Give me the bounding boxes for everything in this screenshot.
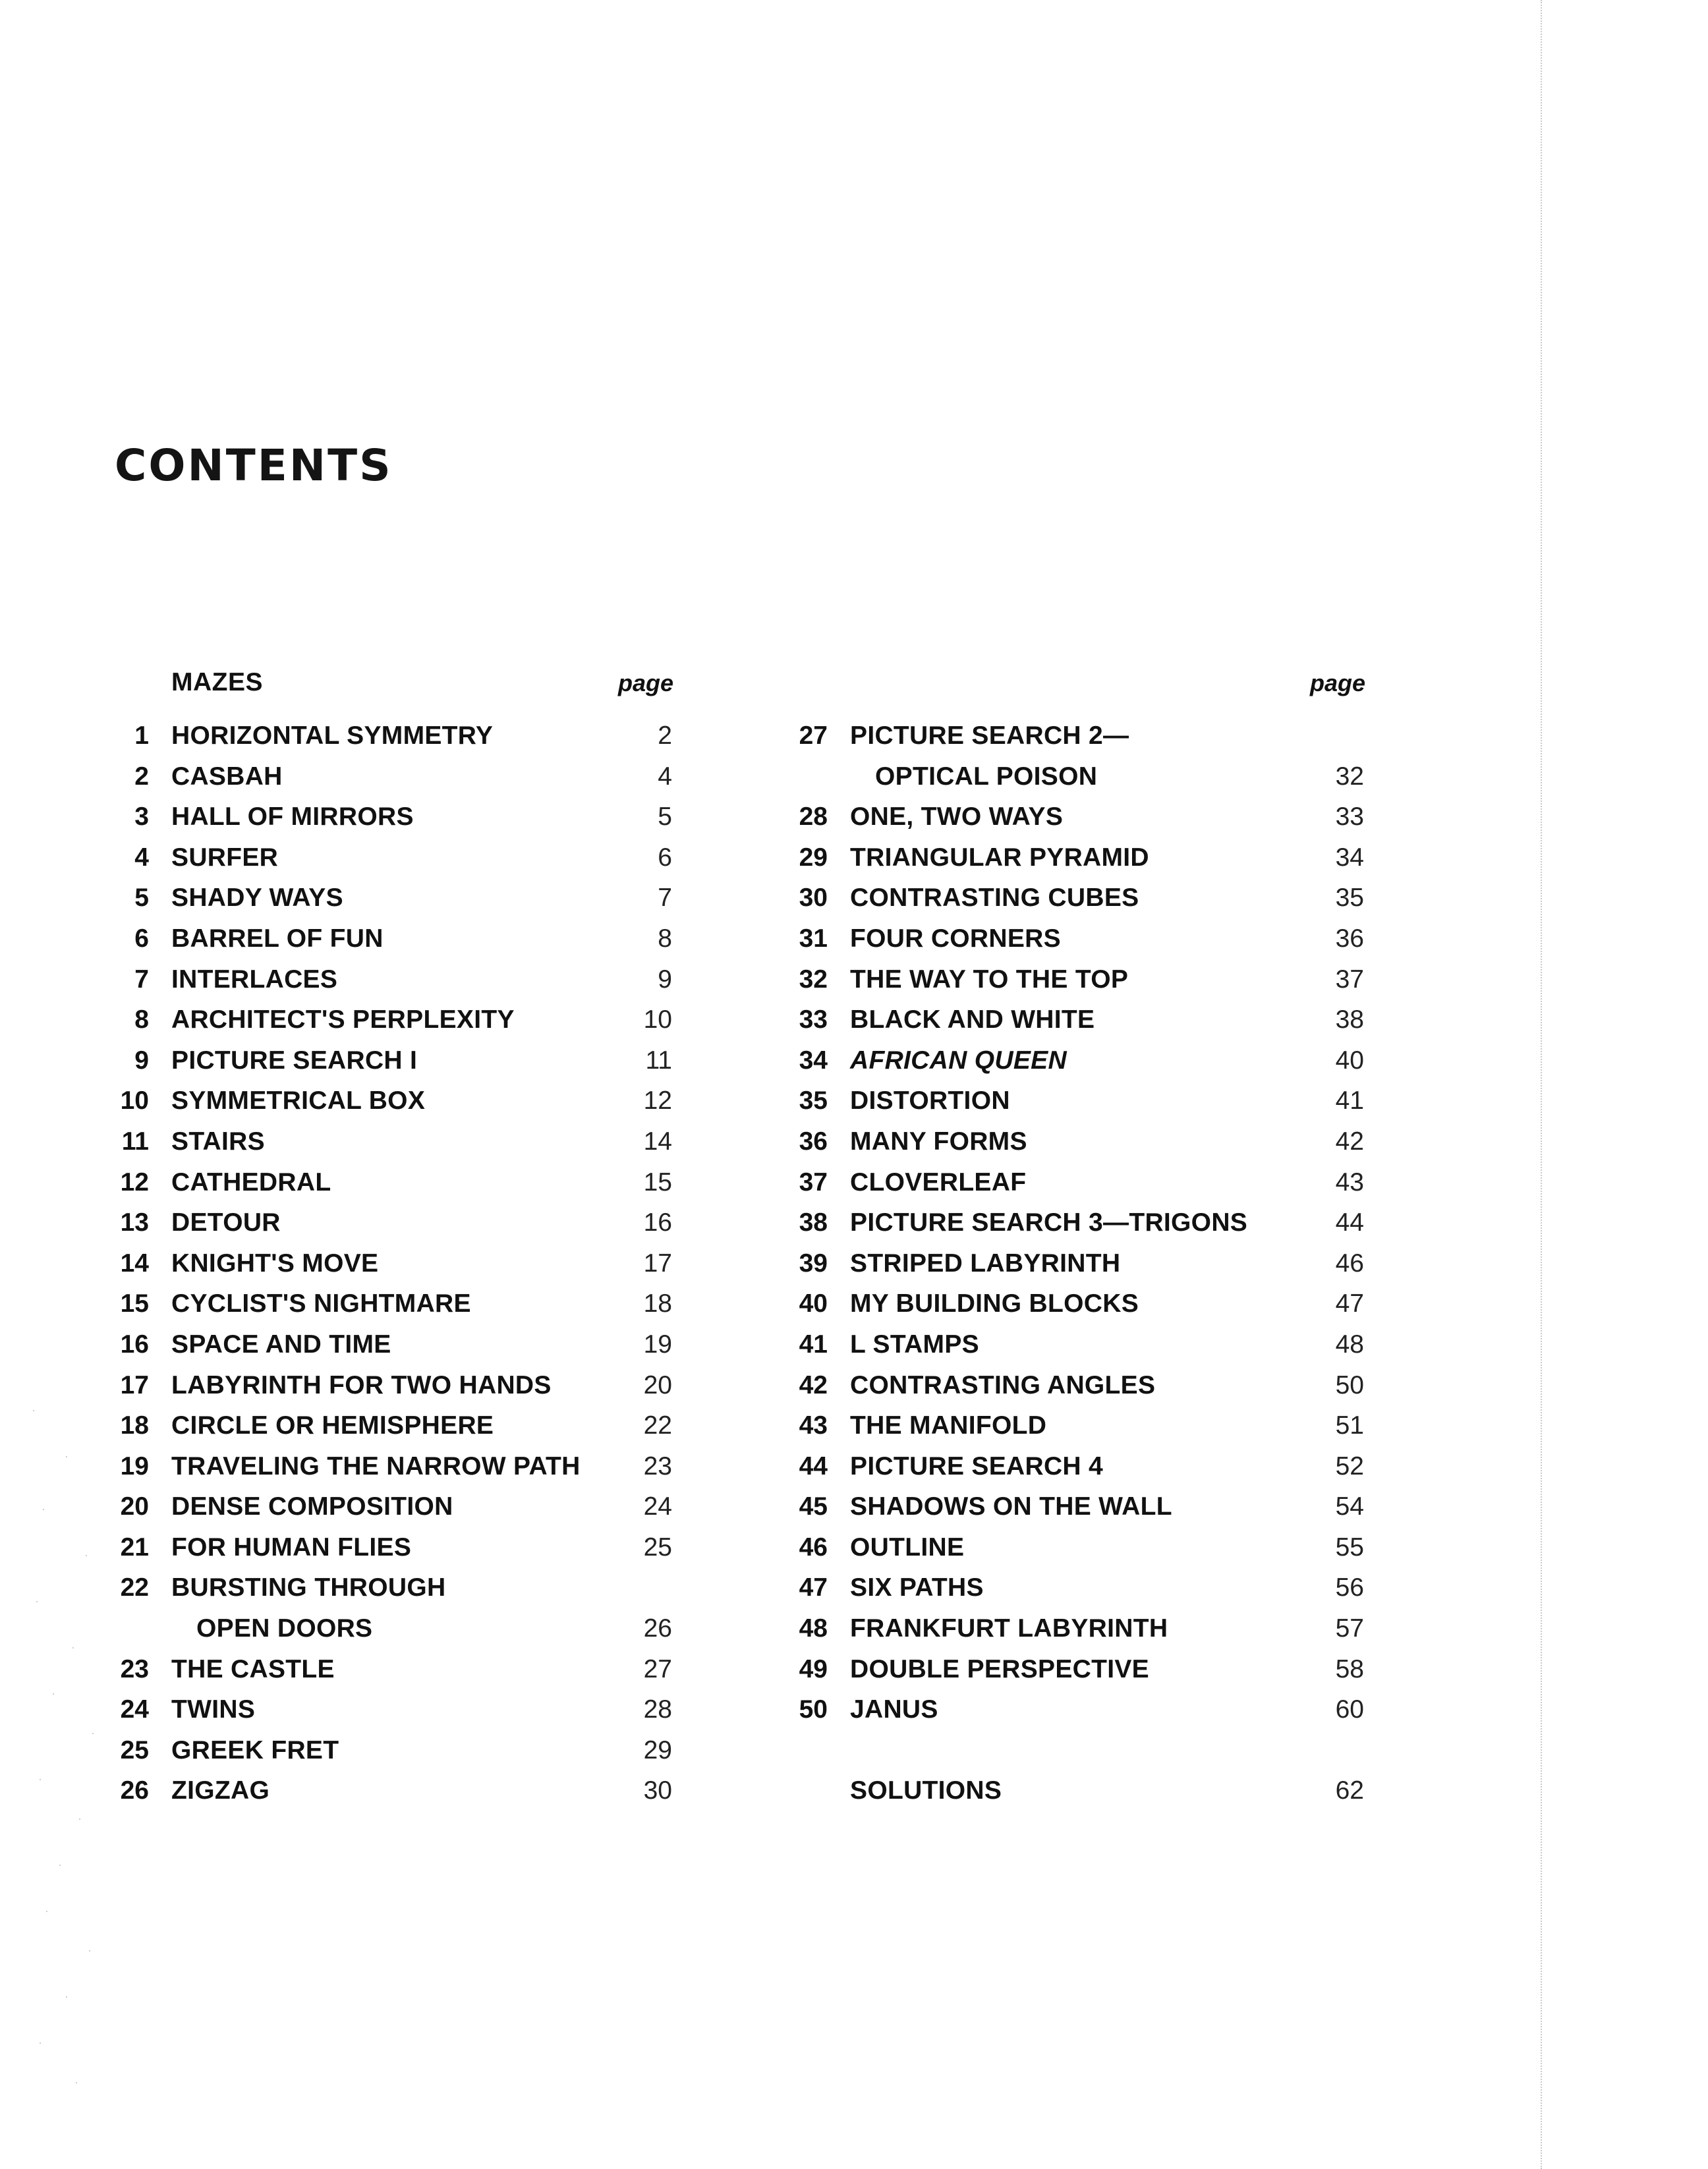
entry-number: 27 — [799, 721, 828, 750]
entry-title: CLOVERLEAF — [850, 1168, 1027, 1197]
toc-entry — [778, 959, 1371, 1000]
entry-title: SIX PATHS — [850, 1573, 984, 1602]
toc-entry — [778, 1446, 1371, 1487]
entry-page: 4 — [658, 762, 672, 791]
spacer — [778, 1730, 1371, 1771]
entry-title: JANUS — [850, 1695, 938, 1724]
toc-entry — [99, 837, 679, 878]
entry-title: TWINS — [171, 1695, 256, 1724]
entry-number: 18 — [120, 1411, 149, 1440]
entry-title: INTERLACES — [171, 965, 338, 994]
contents-column-right — [778, 662, 1371, 1811]
scan-speck — [72, 1647, 74, 1648]
entry-page: 22 — [643, 1411, 672, 1440]
entry-page: 46 — [1335, 1249, 1364, 1278]
entry-number: 3 — [134, 803, 149, 831]
scan-speck — [46, 1911, 47, 1912]
entry-title: PICTURE SEARCH 4 — [850, 1451, 1104, 1480]
toc-entry — [99, 756, 679, 797]
toc-entry — [99, 1649, 679, 1690]
column-header — [778, 662, 1371, 702]
entry-page: 30 — [643, 1776, 672, 1805]
toc-entry — [99, 1770, 679, 1811]
toc-entry-continuation — [778, 756, 1371, 797]
entry-page: 6 — [658, 843, 672, 872]
scan-speck — [59, 1865, 61, 1866]
entry-number: 13 — [120, 1208, 149, 1237]
entry-page: 18 — [643, 1289, 672, 1318]
toc-entry — [778, 837, 1371, 878]
entry-title: LABYRINTH FOR TWO HANDS — [171, 1370, 552, 1399]
entry-title: L STAMPS — [850, 1330, 979, 1359]
toc-entry — [778, 1365, 1371, 1406]
entry-title: SYMMETRICAL BOX — [171, 1086, 426, 1115]
entry-page: 57 — [1335, 1614, 1364, 1643]
entry-page: 37 — [1335, 965, 1364, 994]
entry-number: 49 — [799, 1654, 828, 1683]
entry-title: KNIGHT'S MOVE — [171, 1249, 379, 1278]
toc-entry — [778, 1405, 1371, 1446]
entry-number: 22 — [120, 1573, 149, 1602]
entry-page: 43 — [1335, 1168, 1364, 1197]
toc-entry — [778, 1243, 1371, 1284]
toc-entry — [99, 1324, 679, 1365]
entry-title: ZIGZAG — [171, 1776, 270, 1805]
entry-page: 20 — [643, 1370, 672, 1399]
entry-page: 8 — [658, 924, 672, 953]
entry-page: 17 — [643, 1249, 672, 1278]
scan-speck — [66, 1996, 67, 1998]
entry-number: 23 — [120, 1654, 149, 1683]
entry-page: 11 — [645, 1046, 672, 1075]
entry-number: 10 — [120, 1086, 149, 1115]
scan-speck — [92, 1733, 94, 1734]
entry-number: 17 — [120, 1370, 149, 1399]
entry-page: 54 — [1335, 1492, 1364, 1521]
toc-entry — [99, 1243, 679, 1284]
entry-page: 60 — [1335, 1695, 1364, 1724]
entry-number: 50 — [799, 1695, 828, 1724]
entry-page: 2 — [658, 721, 672, 750]
entry-title: SURFER — [171, 843, 279, 872]
entry-number: 16 — [120, 1330, 149, 1359]
entry-list — [778, 716, 1371, 1730]
toc-entry — [778, 1689, 1371, 1730]
entry-number: 5 — [134, 884, 149, 913]
toc-entry — [99, 716, 679, 756]
toc-entry — [778, 1121, 1371, 1162]
page-column-label: page — [617, 669, 673, 696]
scan-speck — [40, 1779, 41, 1780]
entry-number: 26 — [120, 1776, 149, 1805]
scan-specks — [26, 1384, 105, 2108]
entry-title: BARREL OF FUN — [171, 924, 384, 953]
entry-number: 34 — [799, 1046, 828, 1075]
entry-title: CYCLIST'S NIGHTMARE — [171, 1289, 471, 1318]
entry-title: HORIZONTAL SYMMETRY — [171, 721, 494, 750]
entry-number: 45 — [799, 1492, 828, 1521]
scan-speck — [89, 1950, 90, 1952]
entry-number: 19 — [120, 1451, 149, 1480]
entry-title-continuation: OPTICAL POISON — [875, 762, 1098, 791]
entry-title: BLACK AND WHITE — [850, 1005, 1095, 1034]
entry-number: 35 — [799, 1086, 828, 1115]
toc-entry — [99, 1202, 679, 1243]
entry-title: DISTORTION — [850, 1086, 1010, 1115]
entry-page: 27 — [643, 1654, 672, 1683]
entry-title: CONTRASTING ANGLES — [850, 1370, 1156, 1399]
entry-number: 46 — [799, 1533, 828, 1562]
toc-entry — [778, 1283, 1371, 1324]
toc-entry — [778, 716, 1371, 756]
toc-entry — [778, 1081, 1371, 1121]
entry-number: 31 — [799, 924, 828, 953]
entry-number: 24 — [120, 1695, 149, 1724]
scan-speck — [53, 1693, 54, 1695]
entry-title: PICTURE SEARCH 3—TRIGONS — [850, 1208, 1248, 1237]
entry-page: 41 — [1335, 1086, 1364, 1115]
scan-speck — [43, 1509, 44, 1510]
entry-number: 40 — [799, 1289, 828, 1318]
entry-title: STAIRS — [171, 1127, 265, 1156]
entry-page: 32 — [1335, 762, 1364, 791]
entry-page: 14 — [643, 1127, 672, 1156]
entry-number: 6 — [134, 924, 149, 953]
toc-entry — [778, 1486, 1371, 1527]
scan-speck — [33, 1410, 34, 1411]
entry-title: THE WAY TO THE TOP — [850, 965, 1129, 994]
toc-entry — [99, 1446, 679, 1487]
entry-title: SPACE AND TIME — [171, 1330, 391, 1359]
entry-page: 33 — [1335, 803, 1364, 831]
entry-page: 15 — [643, 1168, 672, 1197]
entry-number: 8 — [134, 1005, 149, 1034]
entry-number: 11 — [121, 1127, 149, 1156]
entry-number: 12 — [120, 1168, 149, 1197]
entry-page: 52 — [1335, 1451, 1364, 1480]
entry-page: 47 — [1335, 1289, 1364, 1318]
entry-page: 62 — [1335, 1776, 1364, 1805]
entry-title: DETOUR — [171, 1208, 281, 1237]
entry-number: 21 — [120, 1533, 149, 1562]
toc-entry — [99, 1081, 679, 1121]
toc-entry — [778, 1324, 1371, 1365]
entry-number: 15 — [120, 1289, 149, 1318]
toc-entry — [778, 1527, 1371, 1568]
toc-entry — [778, 1608, 1371, 1649]
entry-page: 9 — [658, 965, 672, 994]
entry-number: 30 — [799, 884, 828, 913]
entry-page: 50 — [1335, 1370, 1364, 1399]
section-label: MAZES — [171, 668, 263, 696]
entry-title: MY BUILDING BLOCKS — [850, 1289, 1139, 1318]
entry-page: 28 — [643, 1695, 672, 1724]
scan-speck — [66, 1456, 67, 1457]
toc-entry — [778, 1649, 1371, 1690]
toc-entry — [99, 1162, 679, 1203]
entry-title: SHADOWS ON THE WALL — [850, 1492, 1172, 1521]
entry-page: 26 — [643, 1614, 672, 1643]
toc-entry — [99, 959, 679, 1000]
entry-title: CATHEDRAL — [171, 1168, 331, 1197]
entry-page: 38 — [1335, 1005, 1364, 1034]
toc-entry — [778, 1000, 1371, 1040]
toc-entry — [778, 1162, 1371, 1203]
entry-number: 1 — [134, 721, 149, 750]
toc-entry — [99, 1689, 679, 1730]
toc-entry — [778, 918, 1371, 959]
entry-title-continuation: OPEN DOORS — [196, 1614, 373, 1643]
entry-title: ARCHITECT'S PERPLEXITY — [171, 1005, 515, 1034]
entry-title: FOR HUMAN FLIES — [171, 1533, 412, 1562]
entry-page: 34 — [1335, 843, 1364, 872]
scan-speck — [36, 1601, 38, 1602]
entry-title: ONE, TWO WAYS — [850, 803, 1064, 831]
toc-entry — [778, 1567, 1371, 1608]
entry-page: 7 — [658, 884, 672, 913]
entry-page: 42 — [1335, 1127, 1364, 1156]
toc-entry — [99, 1121, 679, 1162]
toc-entry — [778, 1202, 1371, 1243]
page-title: CONTENTS — [115, 440, 393, 491]
entry-page: 35 — [1335, 884, 1364, 913]
entry-number: 37 — [799, 1168, 828, 1197]
entry-number: 14 — [120, 1249, 149, 1278]
scan-speck — [86, 1555, 87, 1556]
entry-page: 19 — [643, 1330, 672, 1359]
page-column-label: page — [1309, 669, 1365, 696]
entry-page: 36 — [1335, 924, 1364, 953]
entry-title: SHADY WAYS — [171, 884, 343, 913]
entry-title: GREEK FRET — [171, 1735, 339, 1764]
entry-page: 56 — [1335, 1573, 1364, 1602]
entry-number: 2 — [134, 762, 149, 791]
entry-page: 23 — [643, 1451, 672, 1480]
entry-number: 20 — [120, 1492, 149, 1521]
toc-entry — [99, 797, 679, 837]
toc-entry — [778, 878, 1371, 918]
entry-page: 48 — [1335, 1330, 1364, 1359]
entry-page: 5 — [658, 803, 672, 831]
toc-entry — [99, 918, 679, 959]
entry-page: 55 — [1335, 1533, 1364, 1562]
entry-page: 40 — [1335, 1046, 1364, 1075]
entry-title: BURSTING THROUGH — [171, 1573, 446, 1602]
page-edge-line — [1541, 0, 1542, 2169]
entry-number: 29 — [799, 843, 828, 872]
entry-number: 42 — [799, 1370, 828, 1399]
entry-title: DOUBLE PERSPECTIVE — [850, 1654, 1149, 1683]
entry-title: OUTLINE — [850, 1533, 965, 1562]
entry-number: 43 — [799, 1411, 828, 1440]
entry-title: HALL OF MIRRORS — [171, 803, 414, 831]
entry-number: 9 — [134, 1046, 149, 1075]
entry-number: 44 — [799, 1451, 828, 1480]
solutions-entry — [778, 1770, 1371, 1811]
column-header — [99, 662, 679, 702]
entry-page: 25 — [643, 1533, 672, 1562]
entry-title: PICTURE SEARCH 2— — [850, 721, 1129, 750]
entry-number: 7 — [134, 965, 149, 994]
contents-column-left — [99, 662, 679, 1811]
toc-entry — [778, 797, 1371, 837]
entry-page: 29 — [643, 1735, 672, 1764]
entry-number: 4 — [134, 843, 149, 872]
entry-number: 33 — [799, 1005, 828, 1034]
entry-page: 44 — [1335, 1208, 1364, 1237]
toc-entry — [99, 1283, 679, 1324]
entry-number: 41 — [799, 1330, 828, 1359]
toc-entry — [99, 1365, 679, 1406]
scan-speck — [40, 2042, 41, 2044]
toc-entry — [99, 878, 679, 918]
entry-page: 16 — [643, 1208, 672, 1237]
entry-number: 38 — [799, 1208, 828, 1237]
entry-title: FRANKFURT LABYRINTH — [850, 1614, 1168, 1643]
toc-entry — [778, 1040, 1371, 1081]
entry-number: 39 — [799, 1249, 828, 1278]
toc-entry-continuation — [99, 1608, 679, 1649]
entry-page: 10 — [643, 1005, 672, 1034]
entry-page: 58 — [1335, 1654, 1364, 1683]
toc-entry — [99, 1000, 679, 1040]
entry-title: MANY FORMS — [850, 1127, 1027, 1156]
entry-title: DENSE COMPOSITION — [171, 1492, 453, 1521]
entry-number: 36 — [799, 1127, 828, 1156]
entry-number: 32 — [799, 965, 828, 994]
entry-title: CONTRASTING CUBES — [850, 884, 1139, 913]
entry-title: STRIPED LABYRINTH — [850, 1249, 1121, 1278]
toc-entry — [99, 1567, 679, 1608]
entry-number: 47 — [799, 1573, 828, 1602]
scan-speck — [76, 2082, 77, 2083]
entry-page: 12 — [643, 1086, 672, 1115]
toc-entry — [99, 1730, 679, 1771]
entry-title: CIRCLE OR HEMISPHERE — [171, 1411, 494, 1440]
entry-title: CASBAH — [171, 762, 283, 791]
scan-speck — [79, 1818, 80, 1820]
entry-title: THE CASTLE — [171, 1654, 335, 1683]
entry-page: 24 — [643, 1492, 672, 1521]
entry-title: AFRICAN QUEEN — [850, 1046, 1067, 1075]
entry-list — [99, 716, 679, 1811]
toc-entry — [99, 1405, 679, 1446]
toc-entry — [99, 1527, 679, 1568]
entry-title: TRIANGULAR PYRAMID — [850, 843, 1149, 872]
toc-entry — [99, 1040, 679, 1081]
entry-title: TRAVELING THE NARROW PATH — [171, 1451, 581, 1480]
entry-title: SOLUTIONS — [850, 1776, 1002, 1805]
entry-number: 25 — [120, 1735, 149, 1764]
entry-title: PICTURE SEARCH I — [171, 1046, 418, 1075]
entry-number: 28 — [799, 803, 828, 831]
toc-entry — [99, 1486, 679, 1527]
entry-number: 48 — [799, 1614, 828, 1643]
entry-title: THE MANIFOLD — [850, 1411, 1047, 1440]
entry-page: 51 — [1335, 1411, 1364, 1440]
entry-title: FOUR CORNERS — [850, 924, 1061, 953]
